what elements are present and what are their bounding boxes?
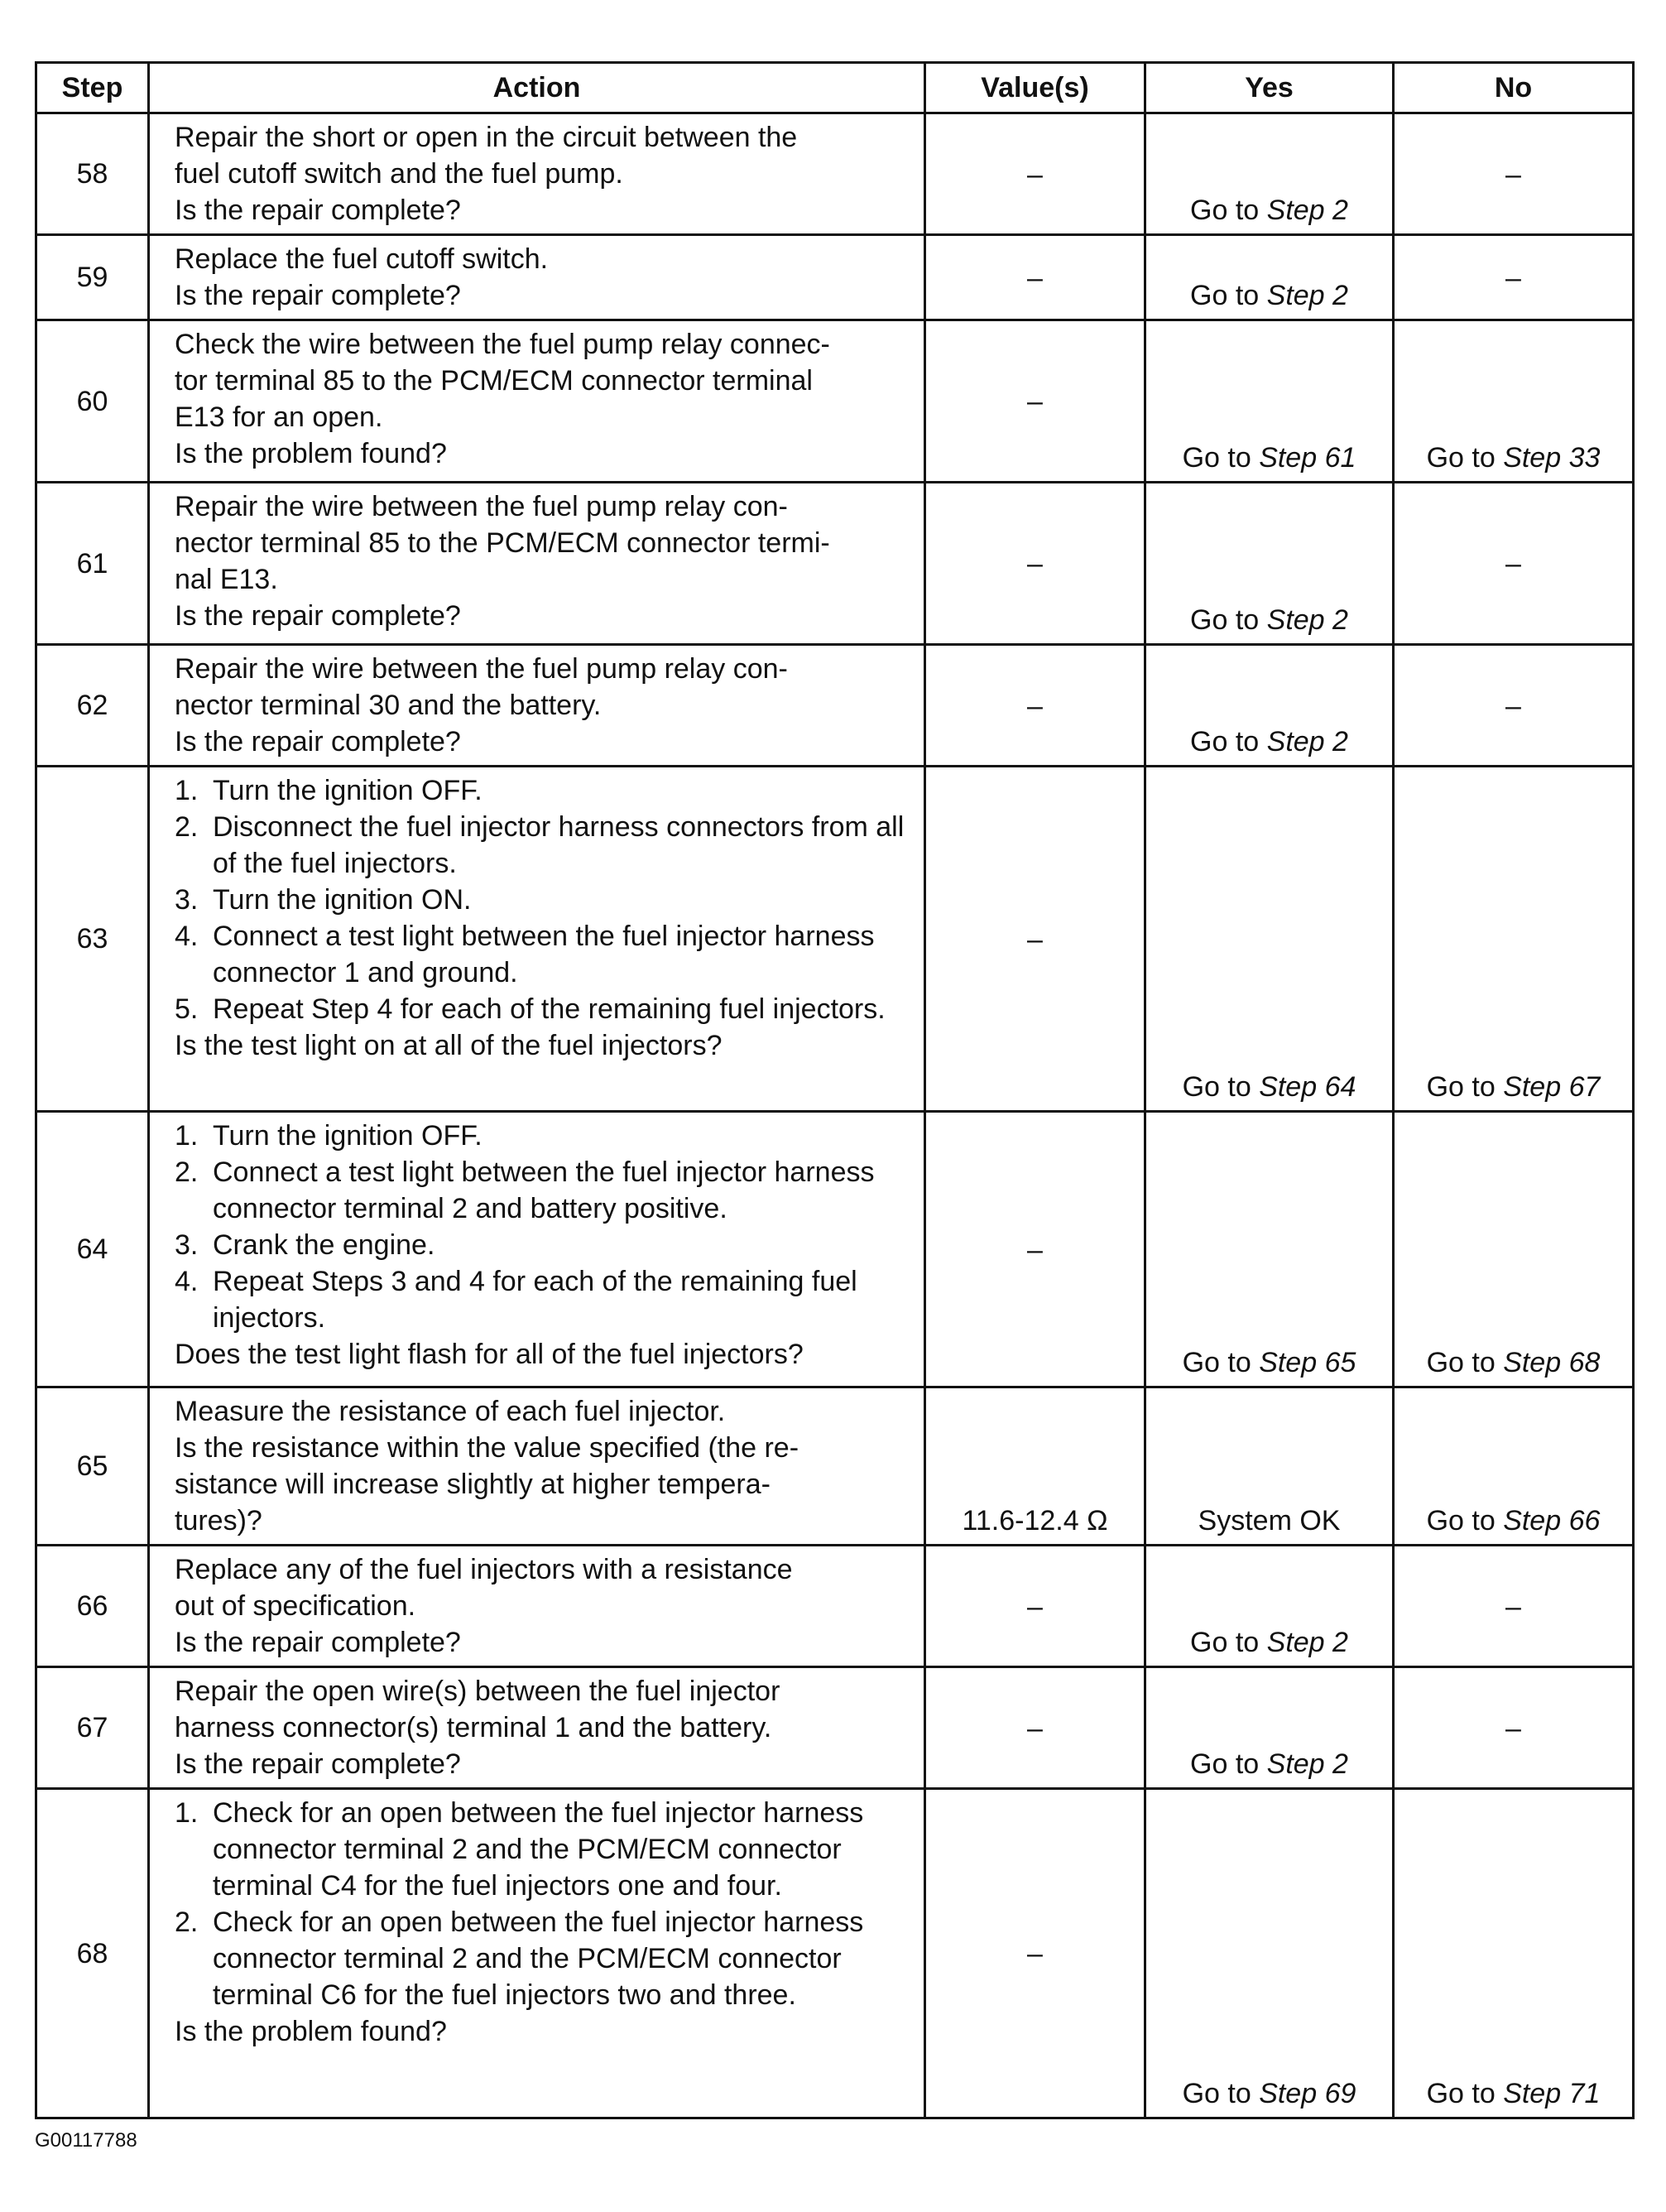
no-cell <box>1394 1546 1634 1667</box>
yes-step-ref: Step 65 <box>1259 1347 1356 1378</box>
item-number: 4. <box>175 921 199 952</box>
action-line: E13 for an open. <box>175 402 383 433</box>
item-number: 1. <box>175 1797 199 1829</box>
action-step-item <box>175 1154 917 1227</box>
no-text: – <box>1505 1712 1521 1744</box>
yes-step-ref: Step 2 <box>1266 604 1348 636</box>
no-cell <box>1394 1789 1634 2118</box>
action-step-item <box>175 1904 917 2013</box>
action-line: Measure the resistance of each fuel injector. <box>175 1396 726 1427</box>
yes-step-ref: Step 69 <box>1259 2078 1356 2109</box>
yes-step-ref: Step 2 <box>1266 726 1348 757</box>
no-cell <box>1394 113 1634 235</box>
yes-text: Go to <box>1182 2078 1260 2109</box>
action-line: out of specification. <box>175 1590 416 1622</box>
action-line: Repair the wire between the fuel pump relay con- <box>175 653 788 685</box>
action-line: sistance will increase slightly at higher tempera- <box>175 1469 771 1500</box>
no-cell <box>1394 235 1634 320</box>
table-body <box>36 113 1634 2118</box>
no-text: Go to <box>1426 2078 1504 2109</box>
figure-code: G00117788 <box>35 2129 137 2152</box>
yes-cell <box>1145 113 1394 235</box>
yes-step-ref: Step 61 <box>1259 442 1356 474</box>
action-question: Is the repair complete? <box>175 1627 461 1658</box>
item-text: Crank the engine. <box>213 1229 435 1261</box>
item-number: 2. <box>175 811 199 843</box>
no-text: Go to <box>1426 1347 1504 1378</box>
header-values: Value(s) <box>925 63 1145 113</box>
no-step-ref: Step 66 <box>1503 1505 1601 1536</box>
table-row <box>36 1546 1634 1667</box>
step-number: 59 <box>36 235 149 320</box>
yes-step-ref: Step 2 <box>1266 1748 1348 1780</box>
item-number: 1. <box>175 775 199 806</box>
no-text: – <box>1505 262 1521 294</box>
yes-text: Go to <box>1190 1748 1267 1780</box>
item-text: Turn the ignition ON. <box>213 884 472 916</box>
item-number: 3. <box>175 884 199 916</box>
action-cell <box>149 113 925 235</box>
yes-cell <box>1145 235 1394 320</box>
item-text: Repeat Steps 3 and 4 for each of the remaining fuel injectors. <box>213 1266 857 1334</box>
no-cell <box>1394 767 1634 1112</box>
action-cell <box>149 1387 925 1546</box>
table-row <box>36 1387 1634 1546</box>
table-row <box>36 1112 1634 1387</box>
item-text: Disconnect the fuel injector harness connectors from all of the fuel injectors. <box>213 811 905 879</box>
value-cell: – <box>925 483 1145 645</box>
no-cell <box>1394 320 1634 483</box>
action-line: nector terminal 30 and the battery. <box>175 690 602 721</box>
action-step-item <box>175 918 917 991</box>
yes-cell <box>1145 1387 1394 1546</box>
action-cell <box>149 235 925 320</box>
table-row <box>36 1667 1634 1789</box>
item-text: Turn the ignition OFF. <box>213 775 483 806</box>
yes-cell <box>1145 1789 1394 2118</box>
action-line: Check the wire between the fuel pump relay connec- <box>175 329 830 360</box>
no-cell <box>1394 1667 1634 1789</box>
item-text: Check for an open between the fuel injector harness connector terminal 2 and the PCM/ECM connector terminal C4 for the fuel injectors one and four. <box>213 1797 864 1902</box>
value-cell: – <box>925 1789 1145 2118</box>
step-number: 63 <box>36 767 149 1112</box>
value-cell: – <box>925 235 1145 320</box>
yes-cell <box>1145 1667 1394 1789</box>
yes-step-ref: Step 2 <box>1266 280 1348 311</box>
item-text: Turn the ignition OFF. <box>213 1120 483 1152</box>
action-line: Repair the wire between the fuel pump relay con- <box>175 491 788 522</box>
header-action: Action <box>149 63 925 113</box>
yes-text: Go to <box>1190 1627 1267 1658</box>
action-question: Is the repair complete? <box>175 726 461 757</box>
action-line: Is the resistance within the value specified (the re- <box>175 1432 799 1464</box>
action-question: Is the problem found? <box>175 438 447 469</box>
header-step: Step <box>36 63 149 113</box>
table-row <box>36 483 1634 645</box>
value-cell: – <box>925 113 1145 235</box>
step-number: 67 <box>36 1667 149 1789</box>
action-cell <box>149 1112 925 1387</box>
header-no: No <box>1394 63 1634 113</box>
yes-text: Go to <box>1190 195 1267 226</box>
action-cell <box>149 1789 925 2118</box>
action-cell <box>149 320 925 483</box>
step-number: 64 <box>36 1112 149 1387</box>
no-text: – <box>1505 1590 1521 1623</box>
item-number: 3. <box>175 1229 199 1261</box>
no-step-ref: Step 68 <box>1503 1347 1601 1378</box>
yes-cell <box>1145 645 1394 767</box>
yes-text: Go to <box>1190 604 1267 636</box>
action-question: Is the test light on at all of the fuel injectors? <box>175 1030 723 1061</box>
table-row <box>36 767 1634 1112</box>
step-number: 58 <box>36 113 149 235</box>
action-question: Is the repair complete? <box>175 195 461 226</box>
action-step-item <box>175 1227 917 1263</box>
action-line: fuel cutoff switch and the fuel pump. <box>175 158 623 190</box>
action-question: Is the problem found? <box>175 2016 447 2047</box>
action-line: harness connector(s) terminal 1 and the battery. <box>175 1712 772 1743</box>
no-text: Go to <box>1426 1071 1504 1103</box>
item-number: 2. <box>175 1156 199 1188</box>
step-number: 60 <box>36 320 149 483</box>
action-cell <box>149 483 925 645</box>
step-number: 66 <box>36 1546 149 1667</box>
action-step-item <box>175 1263 917 1336</box>
value-cell: – <box>925 767 1145 1112</box>
yes-cell <box>1145 1546 1394 1667</box>
no-step-ref: Step 67 <box>1503 1071 1601 1103</box>
action-line: nal E13. <box>175 564 278 595</box>
yes-text: Go to <box>1182 1347 1260 1378</box>
yes-cell <box>1145 767 1394 1112</box>
step-number: 61 <box>36 483 149 645</box>
action-line: tor terminal 85 to the PCM/ECM connector terminal <box>175 365 813 397</box>
item-text: Repeat Step 4 for each of the remaining fuel injectors. <box>213 993 886 1025</box>
yes-cell <box>1145 320 1394 483</box>
item-text: Connect a test light between the fuel injector harness connector 1 and ground. <box>213 921 875 988</box>
table-row <box>36 645 1634 767</box>
action-line: Replace the fuel cutoff switch. <box>175 243 549 275</box>
action-step-item <box>175 772 917 809</box>
action-step-item <box>175 882 917 918</box>
action-line: nector terminal 85 to the PCM/ECM connector termi- <box>175 527 830 559</box>
no-step-ref: Step 33 <box>1503 442 1601 474</box>
value-cell: – <box>925 320 1145 483</box>
action-question: Is the repair complete? <box>175 1748 461 1780</box>
value-cell: – <box>925 1112 1145 1387</box>
item-number: 1. <box>175 1120 199 1152</box>
no-cell <box>1394 483 1634 645</box>
table-row <box>36 1789 1634 2118</box>
action-question: Is the repair complete? <box>175 280 461 311</box>
action-question: tures)? <box>175 1505 262 1536</box>
action-line: Repair the short or open in the circuit between the <box>175 122 798 153</box>
yes-text: Go to <box>1190 726 1267 757</box>
no-cell <box>1394 1387 1634 1546</box>
header-yes: Yes <box>1145 63 1394 113</box>
no-text: Go to <box>1426 1505 1504 1536</box>
action-cell <box>149 1546 925 1667</box>
yes-step-ref: Step 2 <box>1266 195 1348 226</box>
value-cell: – <box>925 1667 1145 1789</box>
no-cell <box>1394 645 1634 767</box>
item-number: 4. <box>175 1266 199 1297</box>
no-text: Go to <box>1426 442 1504 474</box>
item-text: Check for an open between the fuel injector harness connector terminal 2 and the PCM/ECM connector terminal C6 for the fuel injectors two and three. <box>213 1907 864 2011</box>
yes-text: Go to <box>1182 1071 1260 1103</box>
action-question: Is the repair complete? <box>175 600 461 632</box>
action-step-item <box>175 1118 917 1154</box>
no-text: – <box>1505 548 1521 579</box>
action-step-item <box>175 1795 917 1904</box>
yes-text: Go to <box>1190 280 1267 311</box>
action-line: Repair the open wire(s) between the fuel injector <box>175 1676 780 1707</box>
no-cell <box>1394 1112 1634 1387</box>
value-cell: – <box>925 1546 1145 1667</box>
step-number: 65 <box>36 1387 149 1546</box>
step-number: 68 <box>36 1789 149 2118</box>
table-header-row <box>36 63 1634 113</box>
yes-text: System OK <box>1198 1505 1341 1536</box>
action-step-item <box>175 991 917 1027</box>
table-row <box>36 113 1634 235</box>
no-text: – <box>1505 158 1521 190</box>
yes-step-ref: Step 64 <box>1259 1071 1356 1103</box>
item-number: 2. <box>175 1907 199 1938</box>
table-row <box>36 320 1634 483</box>
yes-cell <box>1145 1112 1394 1387</box>
no-text: – <box>1505 690 1521 722</box>
action-cell <box>149 767 925 1112</box>
action-cell <box>149 1667 925 1789</box>
table-row <box>36 235 1634 320</box>
yes-cell <box>1145 483 1394 645</box>
action-line: Replace any of the fuel injectors with a resistance <box>175 1554 793 1585</box>
step-number: 62 <box>36 645 149 767</box>
value-cell: – <box>925 645 1145 767</box>
action-cell <box>149 645 925 767</box>
troubleshooting-table <box>35 61 1635 2119</box>
action-question: Does the test light flash for all of the fuel injectors? <box>175 1339 804 1370</box>
item-text: Connect a test light between the fuel injector harness connector terminal 2 and battery positive. <box>213 1156 875 1224</box>
no-step-ref: Step 71 <box>1503 2078 1601 2109</box>
value-cell: 11.6-12.4 Ω <box>925 1387 1145 1546</box>
yes-text: Go to <box>1182 442 1260 474</box>
yes-step-ref: Step 2 <box>1266 1627 1348 1658</box>
item-number: 5. <box>175 993 199 1025</box>
action-step-item <box>175 809 917 882</box>
